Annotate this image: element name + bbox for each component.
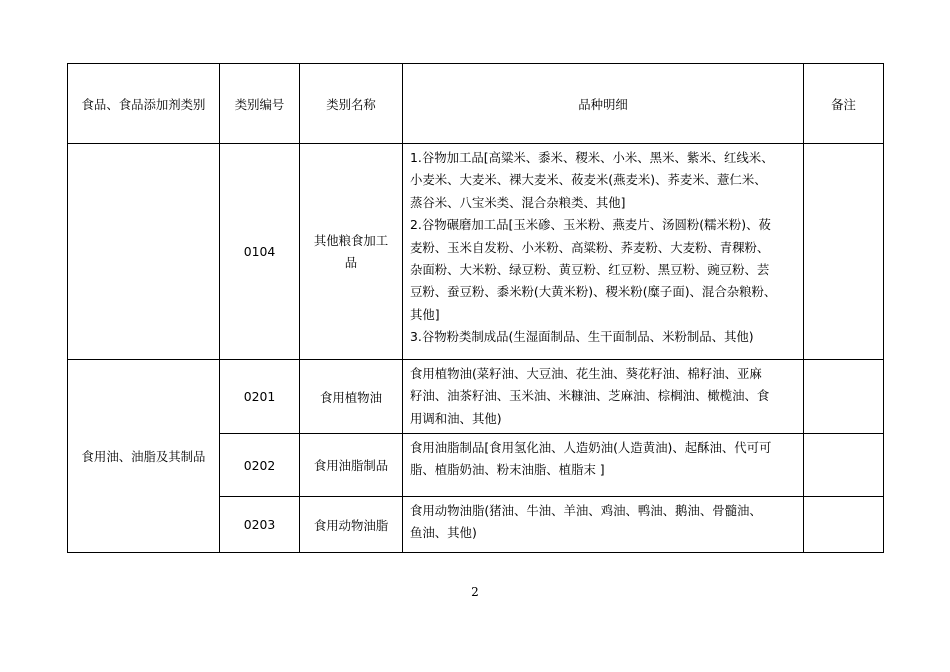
header-name: 类别名称 <box>300 64 403 144</box>
page-number: 2 <box>471 585 479 599</box>
details-line: 麦粉、玉米自发粉、小米粉、高粱粉、荞麦粉、大麦粉、青稞粉、 <box>410 239 770 255</box>
name-cell: 食用油脂制品 <box>300 434 403 497</box>
name-cell: 食用植物油 <box>300 360 403 434</box>
table-header-row <box>68 64 884 144</box>
details-line: 脂、植脂奶油、粉末油脂、植脂末 ] <box>410 462 605 478</box>
code-cell: 0201 <box>220 360 300 434</box>
category-cell: 食用油、油脂及其制品 <box>68 360 220 553</box>
details-line: 蒸谷米、八宝米类、混合杂粮类、其他] <box>410 194 626 210</box>
details-line: 食用动物油脂(猪油、牛油、羊油、鸡油、鸭油、鹅油、骨髓油、 <box>410 503 762 518</box>
table-row <box>68 144 884 360</box>
details-line: 杂面粉、大米粉、绿豆粉、黄豆粉、红豆粉、黑豆粉、豌豆粉、芸 <box>410 262 770 278</box>
details-line: 小麦米、大麦米、裸大麦米、莜麦米(燕麦米)、荞麦米、薏仁米、 <box>410 172 767 188</box>
remarks-cell <box>804 434 884 497</box>
details-line: 鱼油、其他) <box>410 525 477 541</box>
food-category-table <box>67 63 884 553</box>
table-row <box>68 360 884 434</box>
header-remarks: 备注 <box>804 64 884 144</box>
details-line: 豆粉、蚕豆粉、黍米粉(大黄米粉)、稷米粉(糜子面)、混合杂粮粉、 <box>410 284 777 300</box>
header-category: 食品、食品添加剂类别 <box>68 64 220 144</box>
header-code: 类别编号 <box>220 64 300 144</box>
name-cell: 其他粮食加工品 <box>300 144 403 360</box>
details-line: 籽油、油茶籽油、玉米油、米糠油、芝麻油、棕榈油、橄榄油、食 <box>410 388 770 404</box>
details-line: 食用油脂制品[食用氢化油、人造奶油(人造黄油)、起酥油、代可可 <box>410 440 772 455</box>
details-line: 3.谷物粉类制成品(生湿面制品、生干面制品、米粉制品、其他) <box>410 329 754 345</box>
details-line: 食用植物油(菜籽油、大豆油、花生油、葵花籽油、棉籽油、亚麻 <box>410 366 762 381</box>
header-details: 品种明细 <box>403 64 804 144</box>
details-line: 其他] <box>410 306 440 322</box>
name-cell: 食用动物油脂 <box>300 497 403 553</box>
category-cell <box>68 144 220 360</box>
remarks-cell <box>804 144 884 360</box>
details-line: 用调和油、其他) <box>410 410 502 426</box>
details-line: 2.谷物碾磨加工品[玉米碜、玉米粉、燕麦片、汤圆粉(糯米粉)、莜 <box>410 217 771 233</box>
details-cell <box>403 434 804 497</box>
code-cell: 0202 <box>220 434 300 497</box>
remarks-cell <box>804 497 884 553</box>
details-cell <box>403 497 804 553</box>
details-cell <box>403 360 804 434</box>
details-cell <box>403 144 804 360</box>
code-cell: 0104 <box>220 144 300 360</box>
details-line: 1.谷物加工品[高粱米、黍米、稷米、小米、黑米、紫米、红线米、 <box>410 150 774 165</box>
remarks-cell <box>804 360 884 434</box>
code-cell: 0203 <box>220 497 300 553</box>
